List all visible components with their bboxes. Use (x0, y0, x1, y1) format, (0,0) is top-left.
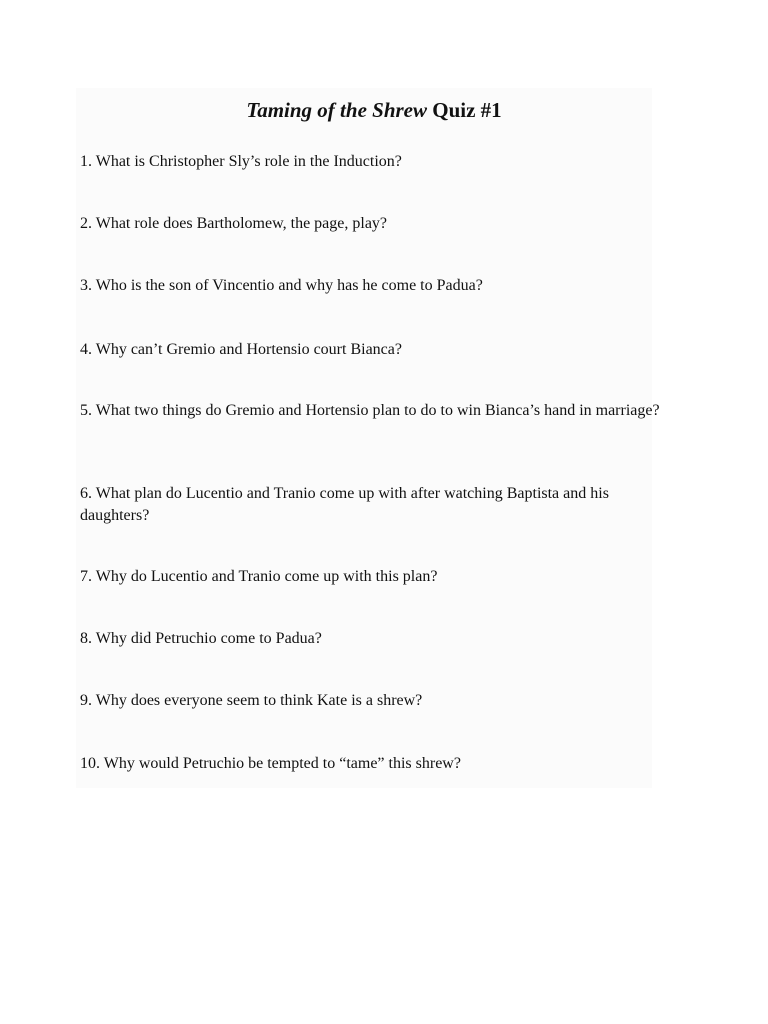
scan-background (76, 88, 652, 788)
question-1: 1. What is Christopher Sly’s role in the Induction? (80, 153, 402, 170)
question-2: 2. What role does Bartholomew, the page, play? (80, 215, 388, 232)
question-3: 3. Who is the son of Vincentio and why has he come to Padua? (80, 277, 483, 294)
question-7: 7. Why do Lucentio and Tranio come up with this plan? (80, 568, 438, 585)
question-8: 8. Why did Petruchio come to Padua? (80, 630, 322, 647)
question-6: 6. What plan do Lucentio and Tranio come up with after watching Baptista and his daughters? (80, 485, 609, 524)
question-10: 10. Why would Petruchio be tempted to “tame” this shrew? (80, 755, 461, 772)
title-play-name: Taming of the Shrew (246, 98, 427, 122)
question-9: 9. Why does everyone seem to think Kate is a shrew? (80, 692, 423, 709)
question-4: 4. Why can’t Gremio and Hortensio court Bianca? (80, 341, 402, 358)
title-quiz-label: Quiz #1 (427, 98, 502, 122)
question-5: 5. What two things do Gremio and Hortensio plan to do to win Bianca’s hand in marriage? (80, 402, 660, 419)
page-title (0, 96, 748, 124)
